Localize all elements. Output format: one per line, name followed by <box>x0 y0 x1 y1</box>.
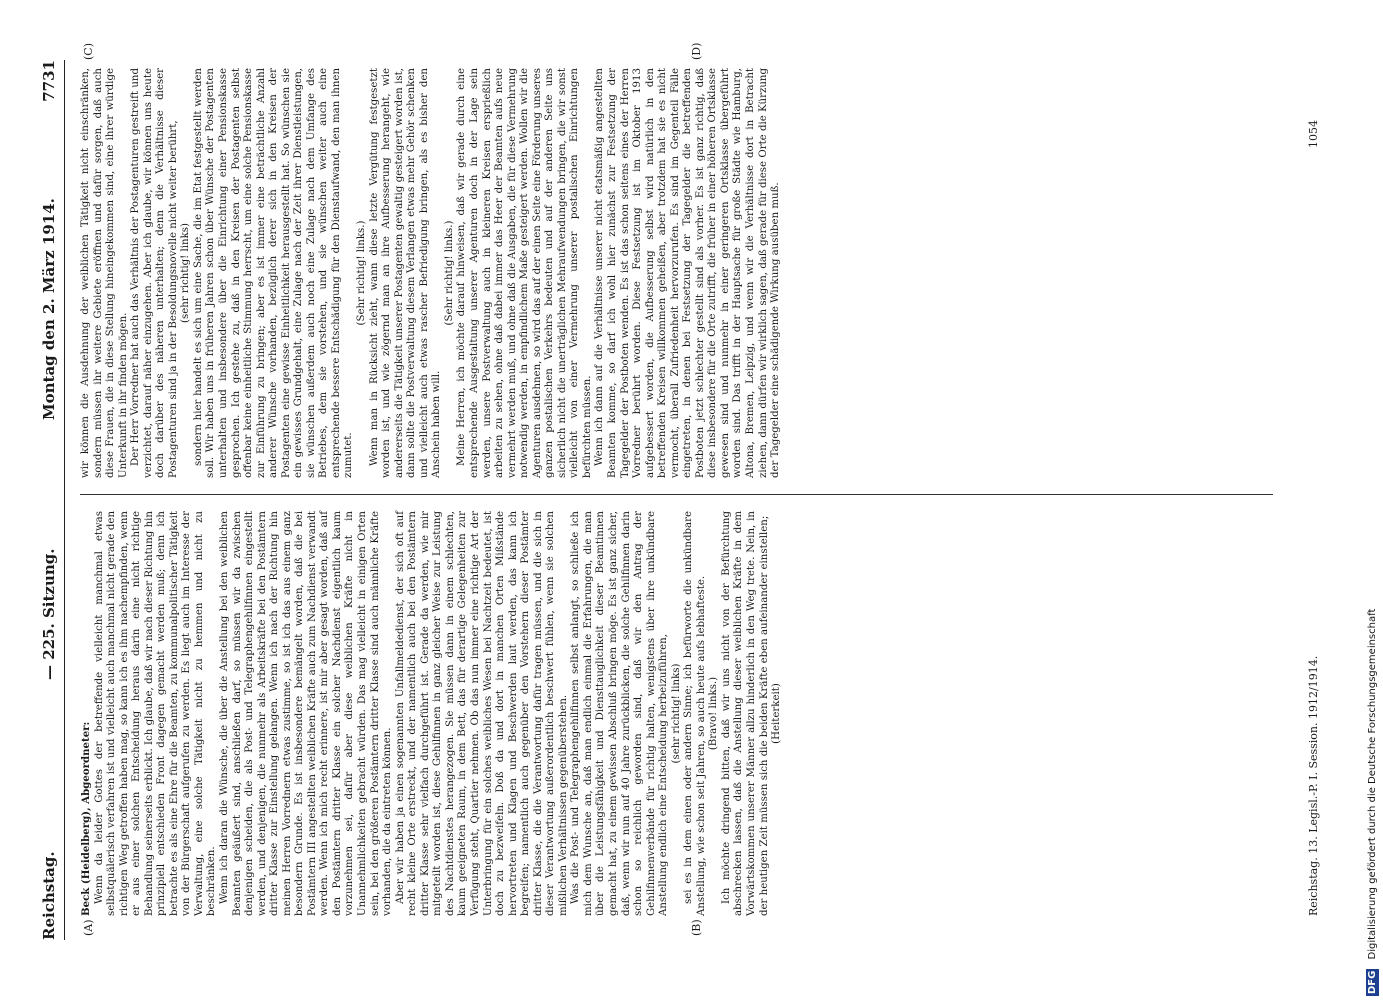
header-session: — 225. Sitzung. <box>40 548 58 680</box>
dfg-credit-text: Digitalisierung gefördert durch die Deutsche Forschungsgemeinschaft <box>1367 608 1378 960</box>
interjection: (sehr richtig! links) <box>670 663 682 764</box>
paragraph: Meine Herren, ich möchte darauf hinweisen, daß wir gerade durch eine entsprechende Ausgestaltung unserer Agenturen doch in der Lage sein werden, unsere Postverwaltung auch in kleineren Kreisen ersprießlich arbeiten zu sehen, ohne daß dabei immer das Heer der Beamten aufs neue vermehrt werden muß, und ohne daß die Ausgaben, die für diese Vermehrung notwendig werden, in empfindlichem Maße gesteigert werden. Wollen wir die Agenturen ausdehnen, so wird das auf der einen Seite eine Förderung unseres ganzen postalischen Verkehrs bedeuten und auf der anderen Seite uns sicherlich nicht die unerträglichen Mehraufwendungen bringen, die wir sonst vielleicht von einer Vermehrung unserer postalischen Einrichtungen befürchten müssen. <box>456 68 593 478</box>
paragraph: sondern hier handelt es sich um eine Sache, die im Etat festgestellt werden soll. Wir haben uns in früheren Jahren schon über Wünsche der Postagenten unterhalten und insbesondere über die Einrichtung einer Pensionskasse gesprochen. Ich gestehe zu, daß in den Kreisen der Postagenten selbst offenbar keine einheitliche Stimmung herrscht, um eine solche Pensionskasse zur Einführung zu bringen; aber es ist immer eine beträchtliche Anzahl anderer Wünsche vorhanden, bezüglich derer sich in den Kreisen der Postagenten eine gewisse Einheitlichkeit herausgestellt hat. So wünschen sie ein gewisses Grundgehalt, eine Zulage nach der Zeit ihrer Dienstleistungen, sie wünschen außerdem auch noch eine Zulage nach dem Umfange des Betriebes, dem sie vorstehen, und sie wünschen weiter auch eine entsprechende bessere Entschädigung für den Dienstaufwand, den man ihnen zumutet. <box>192 68 355 478</box>
footer-page-number: 1054 <box>1307 120 1320 148</box>
paragraph: sei es in dem einen oder andern Sinne; ich befürworte die unkündbare Anstellung, wie schon seit Jahren, so auch heute aufs lebhafteste. <box>683 511 707 916</box>
paragraph: Wenn ich daran die Wünsche, die über die Anstellung bei den weiblichen Beamten geäußert sind, anschließen darf, so müssen wir da zwischen denjenigen scheiden, die als Post- und Telegraphengehilfinnen eingestellt werden, und denjenigen, die nunmehr als Arbeitskräfte bei den Postämtern dritter Klasse zur Einstellung gelangen. Wenn ich nach der Richtung hin meinen Herren Vorrednern etwas zustimme, so ist ich das aus einem ganz besondern Grunde. Es ist insbesondere bemängelt worden, daß die bei Postämtern III angestellten weiblichen Kräfte auch zum Nachdienst verwandt werden. Wenn ich mich recht erinnere, ist mir aber gesagt worden, daß auf den Postämtern dritter Klasse ein solcher Nachdienst eigentlich kaum vorzunehmen sei, dafür aber diese weiblichen Kräfte nicht in Unannehmlichkeiten gebracht würden. Das mag vielleicht in einigen Orten sein, bei den größeren Postämtern dritter Klasse sind auch männliche Kräfte vorhanden, die da eintreten können. <box>219 511 394 916</box>
paragraph: Ich möchte dringend bitten, daß wir uns nicht von der Befürchtung abschrecken lassen, daß die Anstellung dieser weiblichen Kräfte in dem Vorwärtskommen unserer Männer allzu hinderlich in den Weg trete. Nein, in der heutigen Zeit müssen sich die beiden Kräfte eben aufeinander einstellen; <box>720 511 770 916</box>
margin-marker-b: (B) <box>690 919 703 936</box>
paragraph: Wenn ich dann auf die Verhältnisse unserer nicht etatsmäßig angestellten Beamten komme, so darf ich wohl hier zunächst zur Festsetzung der Tagegelder der Postboten wenden. Es ist das schon seitens eines der Herren Vorredner berührt worden. Diese Festsetzung ist im Oktober 1913 aufgebessert worden, die Aufbesserung selbst wird natürlich in den betreffenden Kreisen willkommen geheißen, aber trotzdem hat sie es nicht vermocht, überall Zufriedenheit hervorzurufen. Es sind im Gegenteil Fälle eingetreten, in denen bei Festsetzung der Tagegelder die betreffenden Postboten jetzt schlechter gestellt sind als vorher. Es ist ganz richtig, daß diese insbesondere für die Orte zutrifft, die früher in einer höheren Ortsklasse gewesen sind und nunmehr in einer geringeren Ortsklasse übergeführt worden sind. Das trifft in der Hauptsache für große Städte wie Hamburg, Altona, Bremen, Leipzig, und wenn wir die Verhältnisse dort in Betracht ziehen, dann dürfen wir wirklich sagen, daß gerade für diese Orte die Kürzung der Tagegelder eine schädigende Wirkung ausüben muß. <box>594 68 782 478</box>
interjection: (Bravo! links.) <box>708 676 720 751</box>
interjection: (sehr richtig! links) <box>180 223 192 323</box>
left-column <box>80 511 784 916</box>
header-page-number: 7731 <box>40 60 58 102</box>
paragraph: wir können die Ausdehnung der weiblichen Tätigkeit nicht einschränken, sondern müssen ihr weitere Gebiete eröffnen und dafür sorgen, daß auch diese Frauen, die in diese Stellung hineingekommen sind, eine ihrer würdige Unterkunft in ihr finden mögen. <box>80 68 129 478</box>
dfg-credit <box>1366 6 1379 996</box>
paragraph: Wenn man in Rücksicht zieht, wann diese letzte Vergütung festgesetzt worden ist, und wie zögernd man an ihre Aufbesserung herangeht, wie andererseits die Tätigkeit unserer Postagenten gewaltig gesteigert worden ist, dann sollte die Postverwaltung diesem Verlangen etwas mehr Gehör schenken und vielleicht auch etwas rascher Befriedigung bringen, als es bisher den Anschein haben will. <box>368 68 443 478</box>
speaker-line: Beck (Heidelberg), Abgeordneter: <box>80 721 92 916</box>
footer-left: Reichstag. 13. Legisl.-P. I. Session. 1912/1914. <box>1307 655 1320 916</box>
interjection: (Heiterkeit) <box>771 683 783 744</box>
header-date: Montag den 2. März 1914. <box>40 198 58 420</box>
right-column <box>80 68 783 478</box>
page-header <box>38 60 65 940</box>
paragraph: Was die Post- und Telegraphengehilfinnen selbst anlangt, so schließe ich mich dem Wunsche an, daß man endlich einmal die Erfahrungen, die man über die Leistungsfähigkeit und Diensttauglichkeit dieser Beamtinnen gemacht hat, zu einem gewissen Abschluß bringen möge. Es ist ganz sicher, daß, wenn wir nun auf 40 Jahre zurückblicken, die solche Gehilfinnen darin schon so reichlich geworden sind, daß wir den Antrag der Gehilfinnenverbände für richtig halten, wenigstens über ihre unkündbare Anstellung endlich eine Entscheidung herbeizuführen, <box>570 511 670 916</box>
paragraph: Aber wir haben ja einen sogenannten Unfallmeldedienst, der sich oft auf recht kleine Orte erstreckt, und der namentlich auch bei den Postämtern dritter Klasse sehr vielfach durchgeführt ist. Gerade da werden, wie mir mitgeteilt worden ist, diese Gehilfinnen in ganz gleicher Weise zur Leistung des Nachtdienstes herangezogen. Sie müssen dann in einem schlechten, kaum geeigneten Raum, in dem Bett, das für derartige Gelegenheiten zur Verfügung steht, Quartier nehmen. Ob das nun immer eine richtige Art der Unterbringung für ein solches weibliches Wesen bei Nachtzeit bedeutet, ist doch zu bezweifeln. Doß da und dort in manchen Orten Mißstände hervortreten und Klagen und Beschwerden laut werden, das kann ich begreifen; namentlich auch gegenüber den Vorstehern dieser Postämter dritter Klasse, die die Verantwortung dafür tragen müssen, und die sich in dieser Verantwortung außerordentlich beschwert fühlen, wenn sie solchen mißlichen Verhältnissen gegenüberstehen. <box>394 511 569 916</box>
interjection: (Sehr richtig! links.) <box>443 220 455 326</box>
interjection: (Sehr richtig! links.) <box>356 220 368 326</box>
dfg-logo: DFG <box>1367 970 1378 994</box>
page-footer <box>1307 60 1323 940</box>
paragraph: Der Herr Vorredner hat auch das Verhältnis der Postagenturen gestreift und verzichtet, darauf näher einzugehen. Aber ich glaube, wir können uns heute doch darüber des näheren unterhalten; denn die Verhältnisse dieser Postagenturen sind ja in der Besoldungsnovelle nicht weiter berührt, <box>130 68 179 478</box>
margin-marker-c: (C) <box>82 43 95 60</box>
margin-marker-a: (A) <box>82 919 95 936</box>
header-left: Reichstag. <box>40 851 58 940</box>
margin-marker-d: (D) <box>690 42 703 60</box>
paragraph: Wenn da leider Gottes der betreffende vielleicht manchmal etwas selbstquälerisch verfahren ist und vielleicht auch manchmal nicht gerade den richtigen Weg getroffen haben mag, so kann ich es ihm nachempfinden, wenn er aus einer solchen Entscheidung heraus darin eine nicht richtige Behandlung seinerseits erblickt. Ich glaube, daß wir nach dieser Richtung hin prinzipiell entschieden Front dagegen gemacht werden muß; denn ich betrachte es als eine Ehre für die Beamten, zu kommunalpolitischer Tätigkeit von der Bürgerschaft aufgerufen zu werden. Es liegt auch im Interesse der Verwaltung, eine solche Tätigkeit nicht zu hemmen und nicht zu beschränken. <box>93 511 218 916</box>
column-divider <box>80 494 1273 495</box>
